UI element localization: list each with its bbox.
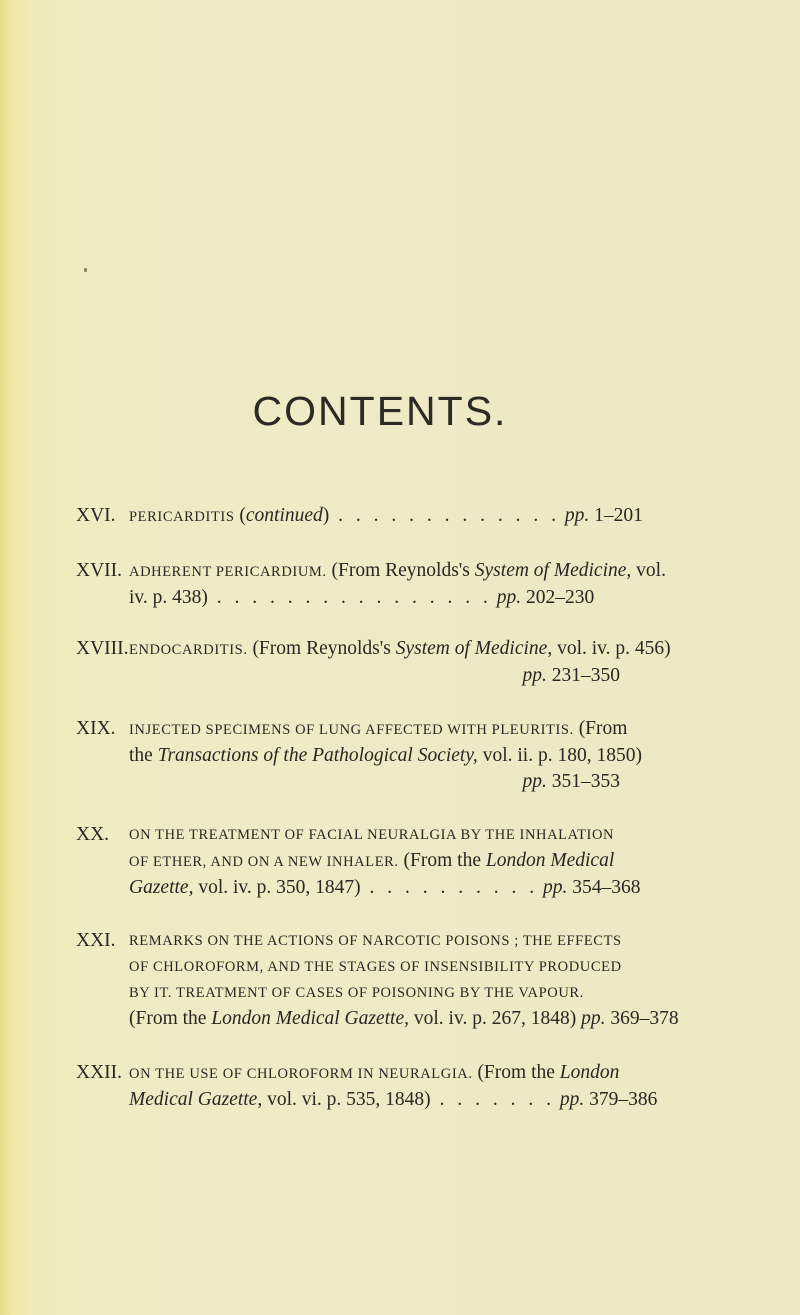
entry-number: XXII.	[76, 1062, 123, 1083]
toc-entry-xxi	[76, 928, 680, 1032]
entry-title: ADHERENT PERICARDIUM.	[129, 564, 327, 580]
page-title: CONTENTS.	[252, 388, 508, 434]
entry-source-title-cont: Gazette,	[129, 877, 194, 898]
entry-source-ref: vol. iv. p. 267, 1848)	[413, 1008, 577, 1029]
entry-line	[129, 585, 680, 611]
page-range	[543, 877, 641, 898]
entry-line	[129, 1006, 680, 1032]
toc-entry-xix	[76, 716, 680, 795]
range-value: 369–378	[610, 1008, 679, 1029]
entry-number: XVI.	[76, 505, 116, 526]
entry-title: ENDOCARDITIS.	[129, 642, 248, 658]
toc-entry-xviii	[76, 636, 680, 689]
entry-source: (From Reynolds's	[331, 560, 470, 581]
entry-source-title: London Medical	[485, 850, 615, 871]
pp-label: pp.	[522, 771, 547, 792]
entry-source-ref: vol. ii. p. 180, 1850)	[482, 745, 642, 766]
leader-dots: . . . . . . . . . . . . .	[329, 505, 561, 526]
entry-title-cont: OF CHLOROFORM, AND THE STAGES OF INSENSIBILITY PRODUCED	[129, 959, 622, 975]
entry-line	[129, 716, 680, 743]
leader-dots: . . . . . . . . . . . . . . . .	[207, 587, 492, 608]
range-value: 202–230	[526, 587, 595, 608]
entry-title: INJECTED SPECIMENS OF LUNG AFFECTED WITH PLEURITIS.	[129, 722, 574, 738]
entry-line	[129, 503, 680, 530]
entry-number: XVII.	[76, 560, 123, 581]
entry-title-cont: BY IT. TREATMENT OF CASES OF POISONING BY THE VAPOUR.	[129, 985, 584, 1001]
range-value: 351–353	[551, 771, 620, 792]
entry-source: (From the	[403, 850, 481, 871]
page-range	[565, 505, 643, 526]
entry-title: ON THE USE OF CHLOROFORM IN NEURALGIA.	[129, 1066, 473, 1082]
page-range	[497, 587, 595, 608]
toc-entry-xvii	[76, 558, 680, 611]
entry-source-title: London Medical Gazette,	[211, 1008, 410, 1029]
entry-line	[129, 1087, 680, 1113]
entry-line	[129, 663, 680, 689]
entry-line	[129, 1060, 680, 1087]
entry-line	[129, 875, 680, 901]
entry-source-pre: the	[129, 745, 153, 766]
entry-source-vol: vol.	[636, 560, 666, 581]
entry-title: ON THE TREATMENT OF FACIAL NEURALGIA BY THE INHALATION	[129, 827, 615, 843]
entry-source-ref: vol. iv. p. 350, 1847)	[198, 877, 361, 898]
entry-source-title: Transactions of the Pathological Society,	[157, 745, 478, 766]
page-range	[560, 1089, 658, 1110]
entry-number: XX.	[76, 824, 110, 845]
pp-label: pp.	[564, 505, 590, 526]
entry-line	[129, 558, 680, 585]
entry-source-ref: vol. vi. p. 535, 1848)	[267, 1089, 431, 1110]
toc-entry-xxii	[76, 1060, 680, 1113]
pp-label: pp.	[581, 1008, 606, 1029]
range-value: 379–386	[589, 1089, 658, 1110]
range-value: 1–201	[594, 505, 643, 526]
entry-source-ref: iv. p. 438)	[129, 587, 208, 608]
page-range	[523, 665, 621, 686]
entry-source: (From Reynolds's	[252, 638, 391, 659]
entry-line	[129, 769, 680, 795]
entry-number: XXI.	[76, 930, 116, 951]
entry-line	[129, 743, 680, 769]
entry-source-title-cont: Medical Gazette,	[129, 1089, 263, 1110]
leader-dots: . . . . . . .	[430, 1089, 555, 1110]
page-speck	[84, 268, 87, 272]
page-range	[523, 771, 621, 792]
entry-source: (From	[578, 718, 628, 739]
toc-entry-xx	[76, 822, 680, 901]
pp-label: pp.	[543, 877, 568, 898]
range-value: 354–368	[572, 877, 641, 898]
page-range	[581, 1008, 679, 1029]
entry-title-cont: OF ETHER, AND ON A NEW INHALER.	[129, 854, 399, 870]
entry-title: REMARKS ON THE ACTIONS OF NARCOTIC POISONS ; THE EFFECTS	[129, 933, 622, 949]
entry-note: continued	[245, 505, 323, 526]
entry-source: (From the	[477, 1062, 555, 1083]
page-gutter-shadow	[0, 0, 12, 1315]
entry-line	[129, 848, 680, 875]
pp-label: pp.	[522, 665, 547, 686]
entry-source: (From the	[129, 1008, 207, 1029]
paren-open: (	[239, 505, 246, 526]
entry-number: XVIII.	[76, 638, 129, 659]
paren-close: )	[322, 505, 330, 526]
pp-label: pp.	[496, 587, 522, 608]
toc-entry-xvi	[76, 503, 680, 530]
entry-source-ref: vol. iv. p. 456)	[557, 638, 671, 659]
entry-source-title: System of Medicine,	[474, 560, 632, 581]
entry-source-title: System of Medicine,	[395, 638, 553, 659]
leader-dots: . . . . . . . . . .	[360, 877, 539, 898]
entry-title: PERICARDITIS	[129, 509, 235, 525]
entry-line	[129, 636, 680, 663]
entry-number: XIX.	[76, 718, 116, 739]
range-value: 231–350	[551, 665, 620, 686]
entry-source-title: London	[559, 1062, 620, 1083]
pp-label: pp.	[559, 1089, 585, 1110]
